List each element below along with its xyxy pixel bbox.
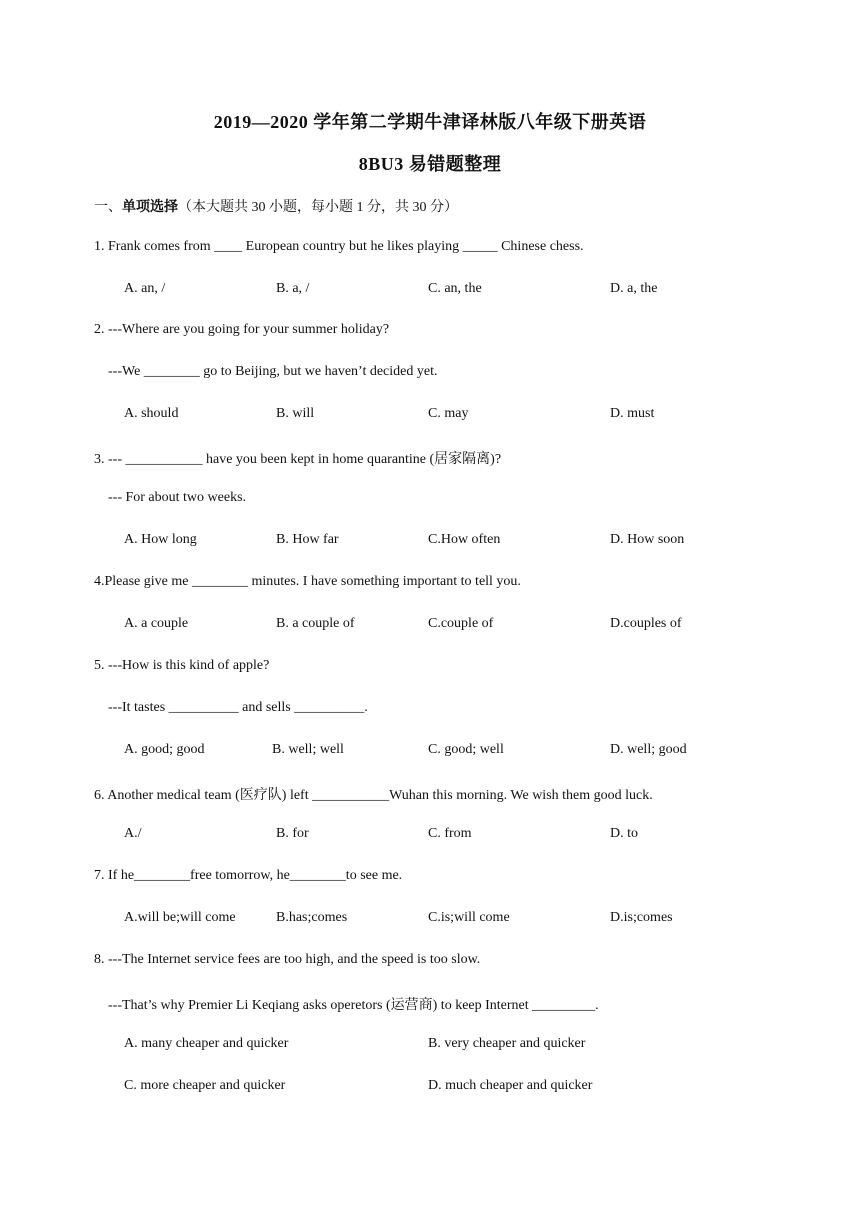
question-8-option-a: A. many cheaper and quicker	[124, 1036, 289, 1051]
question-8-option-d: D. much cheaper and quicker	[428, 1078, 593, 1093]
question-6-option-b: B. for	[276, 826, 309, 841]
question-5-option-c: C. good; well	[428, 742, 504, 757]
question-6-stem: 6. Another medical team (医疗队) left ___________Wuhan this morning. We wish them good luck.	[94, 788, 653, 803]
question-1-option-a: A. an, /	[124, 281, 166, 296]
question-5-stem: 5. ---How is this kind of apple?	[94, 658, 270, 673]
question-7-option-a: A.will be;will come	[124, 910, 236, 925]
question-5-answer-line: ---It tastes __________ and sells __________.	[108, 700, 368, 715]
question-8-option-b: B. very cheaper and quicker	[428, 1036, 586, 1051]
question-8-answer-line: ---That’s why Premier Li Keqiang asks operetors (运营商) to keep Internet _________.	[108, 998, 599, 1013]
question-5-option-a: A. good; good	[124, 742, 205, 757]
question-4-option-b: B. a couple of	[276, 616, 355, 631]
document-subtitle: 8BU3 易错题整理	[358, 154, 502, 174]
question-7-stem: 7. If he________free tomorrow, he________to see me.	[94, 868, 403, 883]
question-2-option-d: D. must	[610, 406, 655, 421]
question-8-option-c: C. more cheaper and quicker	[124, 1078, 286, 1093]
question-1-option-d: D. a, the	[610, 281, 658, 296]
section-prefix: 一、	[94, 200, 122, 215]
question-4-stem: 4.Please give me ________ minutes. I have something important to tell you.	[94, 574, 521, 589]
question-5-option-b: B. well; well	[272, 742, 344, 757]
question-2-option-a: A. should	[124, 406, 179, 421]
section-title: 单项选择	[122, 200, 178, 215]
question-7-option-d: D.is;comes	[610, 910, 673, 925]
question-6-option-c: C. from	[428, 826, 472, 841]
question-6-option-d: D. to	[610, 826, 638, 841]
question-1-option-b: B. a, /	[276, 281, 310, 296]
question-8-stem: 8. ---The Internet service fees are too high, and the speed is too slow.	[94, 952, 481, 967]
question-2-option-c: C. may	[428, 406, 469, 421]
question-6-option-a: A./	[124, 826, 142, 841]
question-2-stem: 2. ---Where are you going for your summer holiday?	[94, 322, 390, 337]
question-1-option-c: C. an, the	[428, 281, 482, 296]
question-3-option-c: C.How often	[428, 532, 501, 547]
section-note: （本大题共 30 小题，每小题 1 分，共 30 分）	[178, 200, 458, 215]
question-3-option-d: D. How soon	[610, 532, 685, 547]
question-7-option-c: C.is;will come	[428, 910, 510, 925]
question-1-stem: 1. Frank comes from ____ European country but he likes playing _____ Chinese chess.	[94, 239, 584, 254]
question-2-option-b: B. will	[276, 406, 315, 421]
question-3-option-b: B. How far	[276, 532, 339, 547]
question-4-option-c: C.couple of	[428, 616, 494, 631]
question-2-answer-line: ---We ________ go to Beijing, but we haven’t decided yet.	[108, 364, 438, 379]
question-4-option-d: D.couples of	[610, 616, 682, 631]
question-3-answer-line: --- For about two weeks.	[108, 490, 247, 505]
question-3-stem: 3. --- ___________ have you been kept in home quarantine (居家隔离)?	[94, 452, 502, 467]
question-7-option-b: B.has;comes	[276, 910, 348, 925]
question-3-option-a: A. How long	[124, 532, 197, 547]
question-5-option-d: D. well; good	[610, 742, 687, 757]
question-4-option-a: A. a couple	[124, 616, 189, 631]
document-title: 2019—2020 学年第二学期牛津译林版八年级下册英语	[213, 112, 647, 132]
section-heading	[94, 196, 458, 216]
